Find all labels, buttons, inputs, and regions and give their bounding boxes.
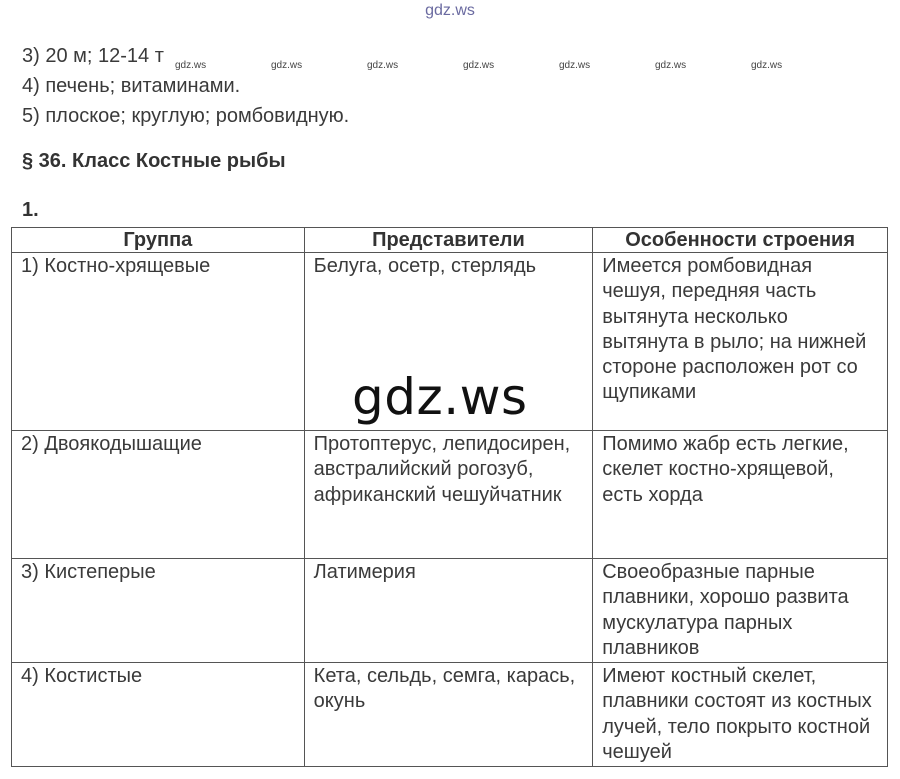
cell-representatives: Кета, сельдь, семга, карась, окунь xyxy=(304,663,593,767)
header-representatives: Представители xyxy=(304,228,593,253)
answer-line-3: 3) 20 м; 12-14 т xyxy=(22,45,164,67)
cell-group: 4) Костистые xyxy=(12,663,305,767)
cell-representatives: Белуга, осетр, стерлядь xyxy=(304,253,593,431)
section-title: § 36. Класс Костные рыбы xyxy=(22,150,286,172)
table-header-row xyxy=(12,228,888,253)
table-row xyxy=(12,431,888,559)
cell-group: 3) Кистеперые xyxy=(12,559,305,663)
watermark-small: gdz.ws xyxy=(175,60,207,71)
cell-representatives: Латимерия xyxy=(304,559,593,663)
cell-group: 2) Двоякодышащие xyxy=(12,431,305,559)
watermark-top: gdz.ws xyxy=(425,2,475,19)
header-group: Группа xyxy=(12,228,305,253)
cell-features: Имеется ромбовидная чешуя, передняя часть вытянута несколько вытянута в рыло; на нижней стороне расположен рот со щупиками xyxy=(593,253,888,431)
table-row xyxy=(12,663,888,767)
watermark-small: gdz.ws xyxy=(559,60,591,71)
watermark-small: gdz.ws xyxy=(655,60,687,71)
watermark-big: gdz.ws xyxy=(352,368,528,426)
table-row xyxy=(12,559,888,663)
answer-line-4: 4) печень; витаминами. xyxy=(22,75,241,97)
cell-representatives: Протоптерус, лепидосирен, австралийский рогозуб, африканский чешуйчатник xyxy=(304,431,593,559)
watermark-small: gdz.ws xyxy=(463,60,495,71)
answer-line-5: 5) плоское; круглую; ромбовидную. xyxy=(22,105,350,127)
task-number: 1. xyxy=(22,199,39,221)
watermark-small: gdz.ws xyxy=(271,60,303,71)
cell-group: 1) Костно-хрящевые xyxy=(12,253,305,431)
cell-features: Своеобразные парные плавники, хорошо развита мускулатура парных плавников xyxy=(593,559,888,663)
cell-features: Помимо жабр есть легкие, скелет костно-хрящевой, есть хорда xyxy=(593,431,888,559)
fish-classes-table xyxy=(11,227,888,767)
header-features: Особенности строения xyxy=(593,228,888,253)
watermark-small: gdz.ws xyxy=(751,60,783,71)
cell-features: Имеют костный скелет, плавники состоят из костных лучей, тело покрыто костной чешуей xyxy=(593,663,888,767)
watermark-small: gdz.ws xyxy=(367,60,399,71)
